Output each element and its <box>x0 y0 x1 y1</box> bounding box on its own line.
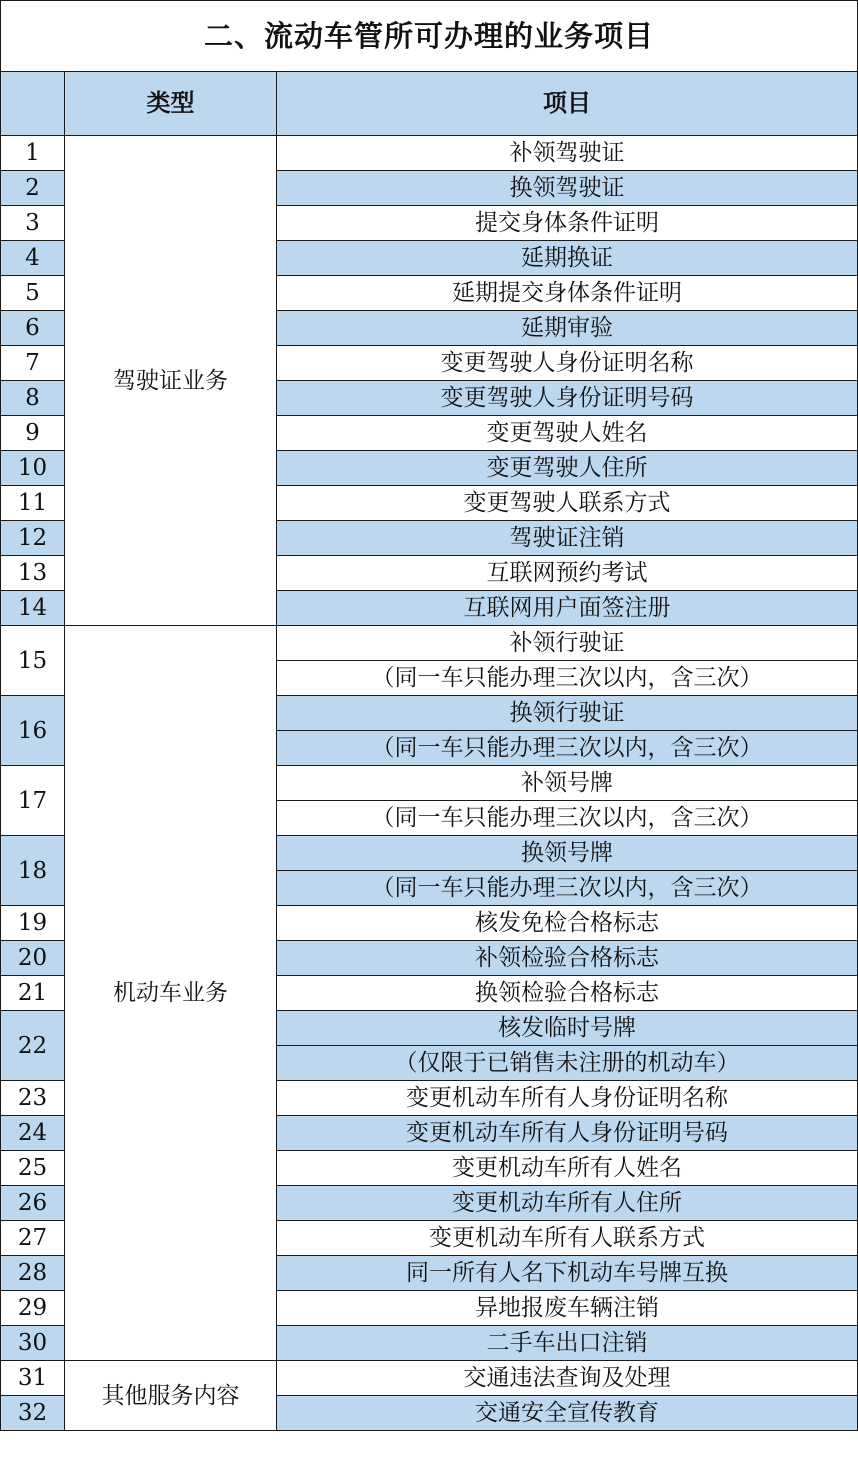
row-number: 26 <box>1 1186 65 1221</box>
item-cell: 变更驾驶人身份证明号码 <box>277 381 858 416</box>
table-row <box>1 626 858 661</box>
item-cell: 换领号牌 <box>277 836 858 871</box>
item-cell: 核发免检合格标志 <box>277 906 858 941</box>
item-note-cell: （同一车只能办理三次以内，含三次） <box>277 801 858 836</box>
item-cell: 延期提交身体条件证明 <box>277 276 858 311</box>
item-cell: 变更机动车所有人住所 <box>277 1186 858 1221</box>
row-number: 12 <box>1 521 65 556</box>
row-number: 11 <box>1 486 65 521</box>
category-cell: 其他服务内容 <box>65 1361 277 1431</box>
item-cell: 延期换证 <box>277 241 858 276</box>
item-note-cell: （同一车只能办理三次以内，含三次） <box>277 661 858 696</box>
table-row <box>1 1361 858 1396</box>
item-cell: 互联网预约考试 <box>277 556 858 591</box>
row-number: 1 <box>1 136 65 171</box>
row-number: 7 <box>1 346 65 381</box>
row-number: 16 <box>1 696 65 766</box>
row-number: 15 <box>1 626 65 696</box>
row-number: 23 <box>1 1081 65 1116</box>
header-type: 类型 <box>65 72 277 136</box>
table-body <box>1 136 858 1431</box>
category-cell: 机动车业务 <box>65 626 277 1361</box>
item-cell: 变更机动车所有人姓名 <box>277 1151 858 1186</box>
row-number: 19 <box>1 906 65 941</box>
item-note-cell: （仅限于已销售未注册的机动车） <box>277 1046 858 1081</box>
row-number: 22 <box>1 1011 65 1081</box>
item-cell: 同一所有人名下机动车号牌互换 <box>277 1256 858 1291</box>
item-cell: 变更机动车所有人身份证明号码 <box>277 1116 858 1151</box>
row-number: 14 <box>1 591 65 626</box>
title-row <box>1 1 858 72</box>
item-cell: 变更驾驶人联系方式 <box>277 486 858 521</box>
item-cell: 换领检验合格标志 <box>277 976 858 1011</box>
item-cell: 互联网用户面签注册 <box>277 591 858 626</box>
item-cell: 变更机动车所有人身份证明名称 <box>277 1081 858 1116</box>
row-number: 5 <box>1 276 65 311</box>
item-note-cell: （同一车只能办理三次以内，含三次） <box>277 731 858 766</box>
row-number: 13 <box>1 556 65 591</box>
table-row <box>1 136 858 171</box>
header-row <box>1 72 858 136</box>
row-number: 20 <box>1 941 65 976</box>
row-number: 29 <box>1 1291 65 1326</box>
header-number <box>1 72 65 136</box>
item-cell: 延期审验 <box>277 311 858 346</box>
row-number: 17 <box>1 766 65 836</box>
row-number: 2 <box>1 171 65 206</box>
row-number: 31 <box>1 1361 65 1396</box>
header-item: 项目 <box>277 72 858 136</box>
item-cell: 补领驾驶证 <box>277 136 858 171</box>
row-number: 4 <box>1 241 65 276</box>
item-cell: 变更驾驶人身份证明名称 <box>277 346 858 381</box>
item-cell: 交通违法查询及处理 <box>277 1361 858 1396</box>
item-cell: 换领驾驶证 <box>277 171 858 206</box>
row-number: 30 <box>1 1326 65 1361</box>
item-cell: 异地报废车辆注销 <box>277 1291 858 1326</box>
item-cell: 核发临时号牌 <box>277 1011 858 1046</box>
item-cell: 换领行驶证 <box>277 696 858 731</box>
item-cell: 补领检验合格标志 <box>277 941 858 976</box>
item-cell: 交通安全宣传教育 <box>277 1396 858 1431</box>
item-cell: 变更机动车所有人联系方式 <box>277 1221 858 1256</box>
row-number: 25 <box>1 1151 65 1186</box>
item-cell: 驾驶证注销 <box>277 521 858 556</box>
item-cell: 补领号牌 <box>277 766 858 801</box>
table-title: 二、流动车管所可办理的业务项目 <box>1 1 858 72</box>
row-number: 24 <box>1 1116 65 1151</box>
row-number: 8 <box>1 381 65 416</box>
item-note-cell: （同一车只能办理三次以内，含三次） <box>277 871 858 906</box>
row-number: 18 <box>1 836 65 906</box>
row-number: 9 <box>1 416 65 451</box>
row-number: 10 <box>1 451 65 486</box>
row-number: 28 <box>1 1256 65 1291</box>
item-cell: 二手车出口注销 <box>277 1326 858 1361</box>
row-number: 21 <box>1 976 65 1011</box>
item-cell: 变更驾驶人住所 <box>277 451 858 486</box>
item-cell: 变更驾驶人姓名 <box>277 416 858 451</box>
row-number: 27 <box>1 1221 65 1256</box>
row-number: 6 <box>1 311 65 346</box>
item-cell: 补领行驶证 <box>277 626 858 661</box>
item-cell: 提交身体条件证明 <box>277 206 858 241</box>
row-number: 3 <box>1 206 65 241</box>
category-cell: 驾驶证业务 <box>65 136 277 626</box>
row-number: 32 <box>1 1396 65 1431</box>
